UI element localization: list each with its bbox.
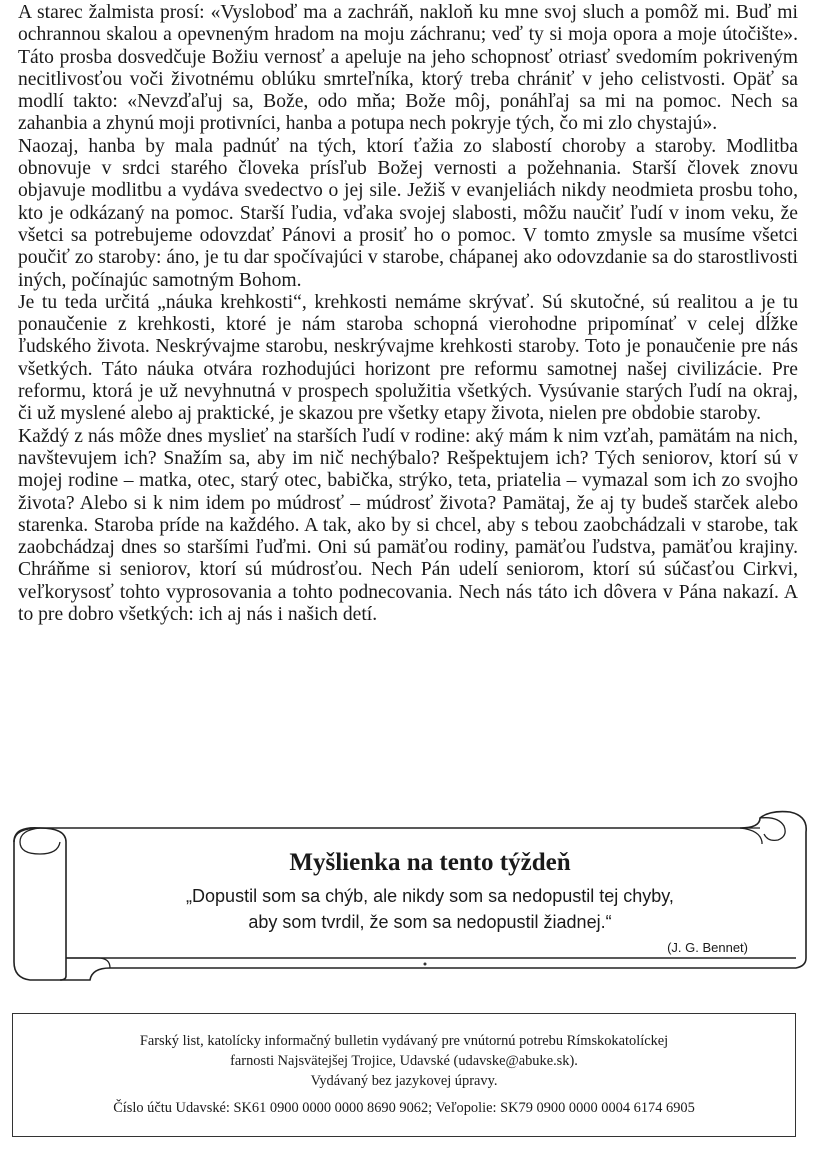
footer-bank-accounts: Číslo účtu Udavské: SK61 0900 0000 0000 8690 9062; Veľopolie: SK79 0900 0000 0004 6174 6905: [113, 1100, 695, 1116]
thought-quote: [150, 883, 710, 935]
article-paragraph: Naozaj, hanba by mala padnúť na tých, ktorí ťažia zo slabostí choroby a staroby. Modlitba obnovuje v srdci starého človeka prísľub Božej vernosti a požehnania. Starší človek znovu objavuje modlitbu a vydáva svedectvo o jej sile. Ježiš v evanjeliách nikdy neodmieta prosbu toho, kto je odkázaný na pomoc. Starší ľudia, vďaka svojej slabosti, môžu naučiť ľudí v inom veku, že všetci sa potrebujeme odovzdať Pánovi a prosiť ho o pomoc. V tomto zmysle sa musíme všetci poučiť zo staroby: áno, je tu dar spočívajúci v starobe, chápanej ako odovzdanie sa do starostlivosti iných, počínajúc samotným Bohom.: [18, 135, 798, 291]
thought-title: Myšlienka na tento týždeň: [289, 849, 571, 876]
article-paragraph: Každý z nás môže dnes myslieť na starších ľudí v rodine: aký mám k nim vzťah, pamätám na nich, navštevujem ich? Snažím sa, aby im nič nechýbalo? Rešpektujem ich? Tých seniorov, ktorí sú v mojej rodine – matka, otec, starý otec, babička, strýko, teta, priatelia – vymazal som ich zo svojho života? Alebo si k nim idem po múdrosť – múdrosť života? Pamätaj, že aj ty budeš starček alebo starenka. Staroba príde na každého. A tak, ako by si chcel, aby s tebou zaobchádzali v starobe, tak zaobchádzaj dnes so staršími ľuďmi. Oni sú pamäťou rodiny, pamäťou ľudstva, pamäťou krajiny. Chráňme si seniorov, ktorí sú múdrosťou. Nech Pán udelí seniorom, ktorí sú súčasťou Cirkvi, veľkorysosť tohto vyprosovania a tohto podnecovania. Nech nás táto ich dôvera v Pána nakazí. A to pre dobro všetkých: ich aj nás i našich detí.: [18, 425, 798, 626]
thought-author: (J. G. Bennet): [667, 940, 748, 955]
article-body: [18, 2, 798, 626]
footer-line: Vydávaný bez jazykovej úpravy.: [310, 1073, 498, 1089]
thought-quote-line: aby som tvrdil, že som sa nedopustil žiadnej.“: [248, 912, 612, 932]
footer-publisher-info: [13, 1031, 795, 1091]
article-paragraph: A starec žalmista prosí: «Vysloboď ma a zachráň, nakloň ku mne svoj sluch a pomôž mi. Buď mi ochrannou skalou a opevneným hradom na moju záchranu; veď ty si moja opora a moje útočište». Táto prosba dosvedčuje Božiu vernosť a apeluje na jeho schopnosť otriasť svedomím pokriveným necitlivosťou voči životnému oblúku smrteľníka, ktorý treba chrániť v jeho celistvosti. Opäť sa modlí takto: «Nevzďaľuj sa, Bože, odo mňa; Bože môj, ponáhľaj sa mi na pomoc. Nech sa zahanbia a zhynú moji protivníci, hanba a potupa nech pokryje tých, čo mi zlo chystajú».: [18, 2, 798, 135]
thought-quote-line: „Dopustil som sa chýb, ale nikdy som sa nedopustil tej chyby,: [186, 886, 674, 906]
article-paragraph: Je tu teda určitá „náuka krehkosti“, krehkosti nemáme skrývať. Sú skutočné, sú realitou a je tu ponaučenie z krehkosti, ktoré je nám staroba schopná vierohodne pripomínať v celej dĺžke ľudského života. Neskrývajme starobu, neskrývajme krehkosti staroby. Toto je ponaučenie pre nás všetkých. Táto náuka otvára rozhodujúci horizont pre reformu samotnej našej civilizácie. Pre reformu, ktorá je už nevyhnutná v prospech spolužitia všetkých. Vysúvanie starých ľudí na okraj, či už myslené alebo aj praktické, je skazou pre všetky etapy života, nielen pre obdobie staroby.: [18, 291, 798, 425]
footer-box: [12, 1013, 796, 1137]
footer-line: farnosti Najsvätejšej Trojice, Udavské (udavske@abuke.sk).: [230, 1053, 578, 1069]
footer-line: Farský list, katolícky informačný bulletin vydávaný pre vnútornú potrebu Rímskokatolíckej: [139, 1033, 669, 1049]
